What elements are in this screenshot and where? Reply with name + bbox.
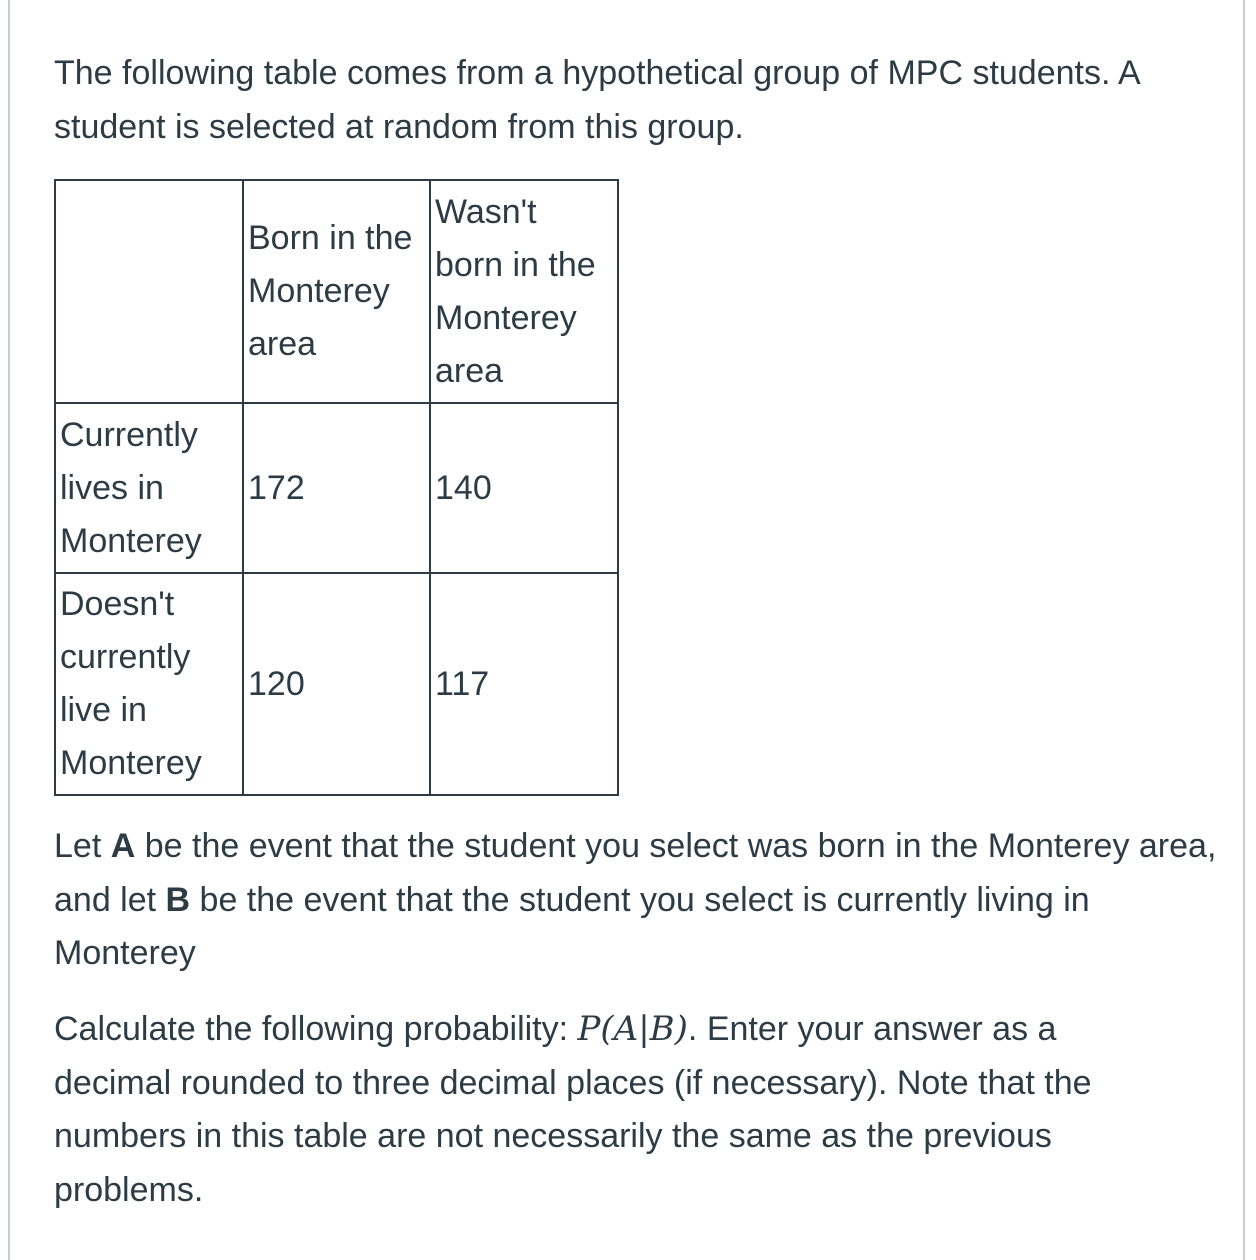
table-header-row <box>55 180 618 403</box>
contingency-table <box>54 179 619 796</box>
definition-part3: be the event that the student you select is currently living in Monterey <box>54 880 1090 972</box>
event-b-label: B <box>165 880 191 919</box>
definition-part2: be the event that the student you select was born in the Monterey area, and let <box>54 827 1217 919</box>
col-header-not-born: Wasn't born in the Monterey area <box>430 180 618 403</box>
probability-formula: P(A|B) <box>577 1009 688 1049</box>
cell-lives-not-born: 140 <box>430 403 618 573</box>
cell-not-lives-not-born: 117 <box>430 573 618 795</box>
question-before: Calculate the following probability: <box>54 1010 578 1048</box>
definition-part1: Let <box>54 827 111 865</box>
event-definition-text <box>54 820 1224 981</box>
table-row <box>55 403 618 573</box>
table-row <box>55 573 618 795</box>
cell-not-lives-born: 120 <box>243 573 430 795</box>
cell-lives-born: 172 <box>243 403 430 573</box>
event-a-label: A <box>110 827 136 865</box>
question-text <box>54 1003 1144 1217</box>
col-header-born: Born in the Monterey area <box>243 180 430 403</box>
intro-text: The following table comes from a hypothetical group of MPC students. A student is selected at random from this group. <box>54 54 1139 146</box>
row-header-not-lives: Doesn't currently live in Monterey <box>55 573 243 795</box>
corner-cell <box>55 180 243 403</box>
row-header-lives: Currently lives in Monterey <box>55 403 243 573</box>
question-after: . Enter your answer as a decimal rounded to three decimal places (if necessary). Note that the numbers in this table are not necessarily the same as the previous problems. <box>54 1010 1092 1209</box>
